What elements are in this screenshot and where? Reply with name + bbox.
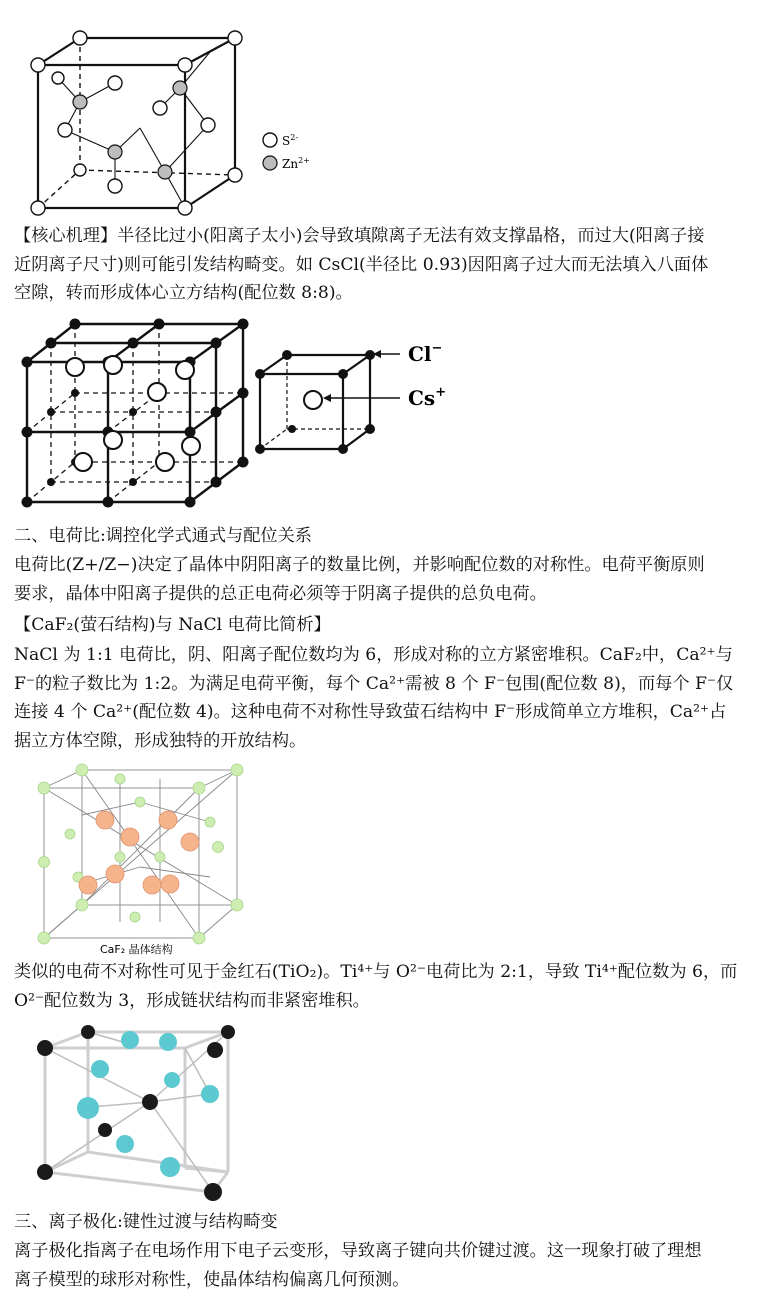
section2-p2-line2: F⁻的粒子数比为 1:2。为满足电荷平衡，每个 Ca²⁺需被 8 个 F⁻包围(配位数 8)，而每个 F⁻仅 — [14, 673, 734, 694]
para1-line3: 空隙，转而形成体心立方结构(配位数 8:8)。 — [14, 283, 353, 303]
section2-p1-line1: 电荷比(Z+/Z−)决定了晶体中阴阳离子的数量比例，并影响配位数的对称性。电荷平衡原则 — [14, 555, 705, 575]
cscl-structure-figure — [15, 312, 485, 522]
cl-ion-label: Cl− — [408, 341, 443, 366]
core-mechanism-paragraph — [14, 222, 770, 308]
charge-ratio-paragraph — [14, 551, 770, 608]
rutile-line1: 类似的电荷不对称性可见于金红石(TiO₂)。Ti⁴⁺与 O²⁻电荷比为 2:1，导致 Ti⁴⁺配位数为 6，而 — [14, 962, 738, 982]
section3-p1-line1: 离子极化指离子在电场作用下电子云变形，导致离子键向共价键过渡。这一现象打破了理想 — [14, 1241, 702, 1261]
caf2-nacl-subheading: 【CaF₂(萤石结构)与 NaCl 电荷比简析】 — [14, 615, 331, 635]
section2-p2-line1: NaCl 为 1:1 电荷比，阴、阳离子配位数均为 6，形成对称的立方紧密堆积。CaF₂中，Ca²⁺与 — [14, 645, 733, 665]
rutile-paragraph — [14, 958, 770, 1015]
zn-legend-label: $Zn^{2+}$ — [282, 156, 310, 171]
zns-unit-cell-figure — [20, 20, 340, 220]
s-ion-legend-icon — [263, 133, 277, 147]
para1-line2: 近阴离子尺寸)则可能引发结构畸变。如 CsCl(半径比 0.93)因阳离子过大而无法填入八面体 — [14, 254, 709, 275]
rutile-structure-figure — [30, 1022, 260, 1212]
section2-p2-line3: 连接 4 个 Ca²⁺(配位数 4)。这种电荷不对称性导致萤石结构中 F⁻形成简单立方堆积，Ca²⁺占 — [14, 702, 727, 722]
ion-polarization-paragraph — [14, 1237, 770, 1294]
s-legend-label: $S^{2-}$ — [282, 133, 299, 148]
section2-p1-line2: 要求，晶体中阳离子提供的总正电荷必须等于阴离子提供的总负电荷。 — [14, 583, 547, 604]
section2-p2-line4: 据立方体空隙，形成独特的开放结构。 — [14, 730, 307, 751]
caf2-caption: CaF₂ 晶体结构 — [100, 943, 173, 956]
para1-line1: 【核心机理】半径比过小(阳离子太小)会导致填隙离子无法有效支撑晶格，而过大(阳离子接 — [14, 226, 705, 246]
rutile-line2: O²⁻配位数为 3，形成链状结构而非紧密堆积。 — [14, 990, 370, 1011]
section3-p1-line2: 离子模型的球形对称性，使晶体结构偏离几何预测。 — [14, 1269, 410, 1290]
caf2-structure-figure — [30, 762, 260, 957]
caf2-nacl-paragraph — [14, 641, 770, 755]
zn-ion-legend-icon — [263, 156, 277, 170]
section2-heading: 二、电荷比:调控化学式通式与配位关系 — [14, 526, 312, 546]
section3-heading: 三、离子极化:键性过渡与结构畸变 — [14, 1212, 278, 1232]
cs-ion-label: Cs+ — [408, 385, 447, 410]
